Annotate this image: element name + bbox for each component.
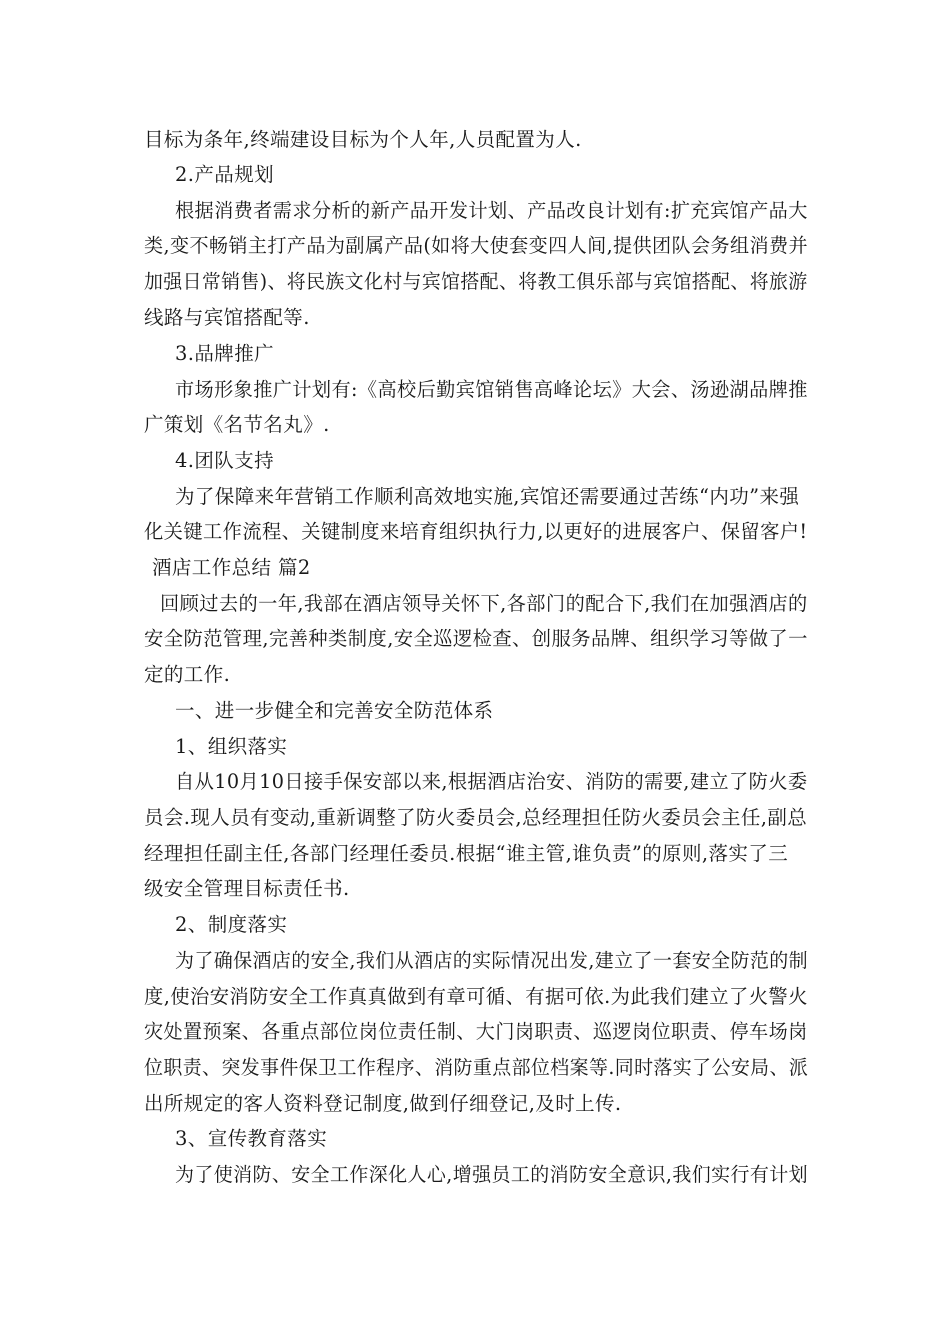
body-text-line: 出所规定的客人资料登记制度,做到仔细登记,及时上传. [144, 1092, 622, 1115]
body-text-line: 为了保障来年营销工作顺利高效地实施,宾馆还需要通过苦练“内功”来强 [175, 485, 800, 508]
body-text-line: 经理担任副主任,各部门经理任委员.根据“谁主管,谁负责”的原则,落实了三 [144, 842, 789, 865]
body-text-line: 类,变不畅销主打产品为副属产品(如将大使套变四人间,提供团队会务组消费并 [144, 234, 808, 257]
body-text-line: 为了确保酒店的安全,我们从酒店的实际情况出发,建立了一套安全防范的制 [175, 949, 808, 972]
body-text-line: 安全防范管理,完善种类制度,安全巡逻检查、创服务品牌、组织学习等做了一 [144, 627, 808, 650]
body-text-line: 位职责、突发事件保卫工作程序、消防重点部位档案等.同时落实了公安局、派 [144, 1056, 809, 1079]
body-text-line: 自从10月10日接手保安部以来,根据酒店治安、消防的需要,建立了防火委 [175, 770, 808, 793]
body-text-line: 化关键工作流程、关键制度来培育组织执行力,以更好的进展客户、保留客户! [144, 520, 808, 543]
body-text-line: 回顾过去的一年,我部在酒店领导关怀下,各部门的配合下,我们在加强酒店的 [160, 592, 808, 615]
body-text-line: 灾处置预案、各重点部位岗位责任制、大门岗职责、巡逻岗位职责、停车场岗 [144, 1020, 808, 1043]
body-text-line: 根据消费者需求分析的新产品开发计划、产品改良计划有:扩充宾馆产品大 [175, 199, 808, 222]
body-text-line: 定的工作. [144, 663, 231, 686]
section-heading: 3.品牌推广 [175, 342, 275, 365]
article-title: 酒店工作总结 篇2 [152, 556, 311, 579]
section-heading: 3、宣传教育落实 [175, 1127, 328, 1150]
body-text-line: 市场形象推广计划有:《高校后勤宾馆销售高峰论坛》大会、汤逊湖品牌推 [175, 378, 808, 401]
section-heading: 一、进一步健全和完善安全防范体系 [175, 699, 494, 722]
section-heading: 2.产品规划 [175, 163, 275, 186]
body-text-line: 为了使消防、安全工作深化人心,增强员工的消防安全意识,我们实行有计划 [175, 1163, 808, 1186]
body-text-line: 广策划《名节名丸》. [144, 413, 330, 436]
body-text-line: 加强日常销售)、将民族文化村与宾馆搭配、将教工俱乐部与宾馆搭配、将旅游 [144, 270, 808, 293]
body-text-line: 目标为条年,终端建设目标为个人年,人员配置为人. [144, 128, 582, 151]
section-heading: 4.团队支持 [175, 449, 275, 472]
body-text-line: 员会.现人员有变动,重新调整了防火委员会,总经理担任防火委员会主任,副总 [144, 806, 808, 829]
body-text-line: 线路与宾馆搭配等. [144, 306, 310, 329]
body-text-line: 级安全管理目标责任书. [144, 877, 350, 900]
section-heading: 1、组织落实 [175, 735, 288, 758]
section-heading: 2、制度落实 [175, 913, 288, 936]
body-text-line: 度,使治安消防安全工作真真做到有章可循、有据可依.为此我们建立了火警火 [144, 985, 808, 1008]
